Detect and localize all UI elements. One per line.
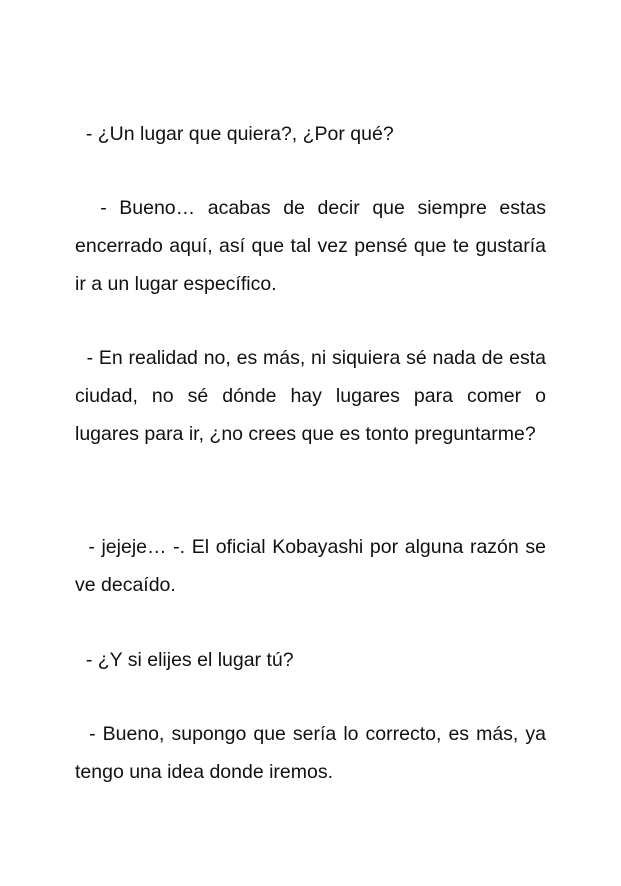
dialogue-paragraph: - ¿Un lugar que quiera?, ¿Por qué? bbox=[85, 123, 394, 145]
narration-paragraph: - jejeje… -. El oficial Kobayashi por alguna razón se ve decaído. bbox=[75, 536, 546, 596]
dialogue-paragraph: - ¿Y si elijes el lugar tú? bbox=[85, 649, 294, 671]
dialogue-paragraph: - En realidad no, es más, ni siquiera sé nada de esta ciudad, no sé dónde hay lugares para comer o lugares para ir, ¿no crees que es tonto preguntarme? bbox=[75, 347, 546, 445]
dialogue-paragraph: - Bueno… acabas de decir que siempre estas encerrado aquí, así que tal vez pensé que te gustaría ir a un lugar específico. bbox=[75, 197, 547, 295]
dialogue-paragraph: - Bueno, supongo que sería lo correcto, es más, ya tengo una idea donde iremos. bbox=[75, 723, 546, 783]
